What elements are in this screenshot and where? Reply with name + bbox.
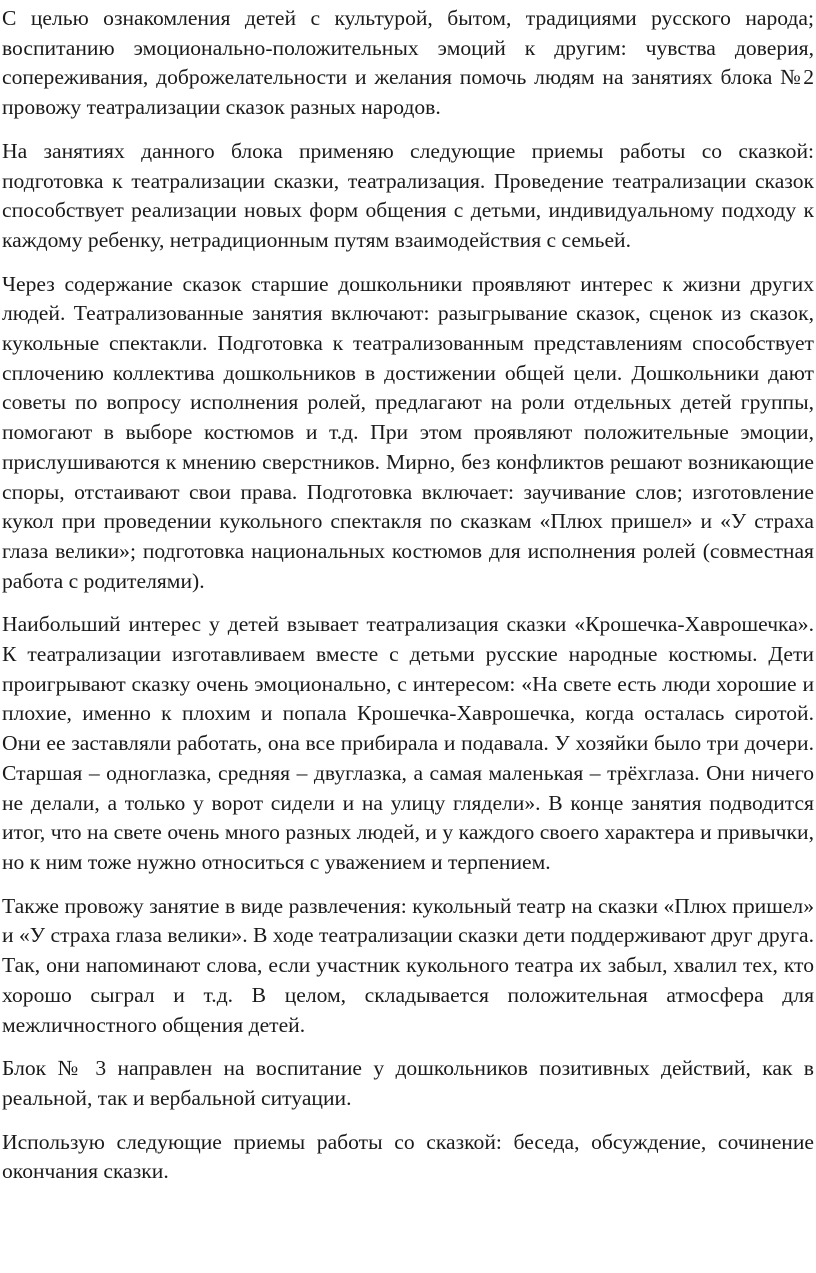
paragraph-4: Наибольший интерес у детей взывает театрализация сказки «Крошечка-Хаврошечка». К театрализации изготавливаем вместе с детьми русские народные костюмы. Дети проигрывают сказку очень эмоционально, с интересом: «На свете есть люди хорошие и плохие, именно к плохим и попала Крошечка-Хаврошечка, когда осталась сиротой. Они ее заставляли работать, она все прибирала и подавала. У хозяйки было три дочери. Старшая – одноглазка, средняя – двуглазка, а самая маленькая – трёхглаза. Они ничего не делали, а только у ворот сидели и на улицу глядели». В конце занятия подводится итог, что на свете очень много разных людей, и у каждого своего характера и привычки, но к ним тоже нужно относиться с уважением и терпением. bbox=[2, 612, 814, 874]
paragraph-5: Также провожу занятие в виде развлечения: кукольный театр на сказки «Плюх пришел» и «У страха глаза велики». В ходе театрализации сказки дети поддерживают друг друга. Так, они напоминают слова, если участник кукольного театра их забыл, хвалил тех, кто хорошо сыграл и т.д. В целом, складывается положительная атмосфера для межличностного общения детей. bbox=[2, 893, 814, 1037]
paragraph-3: Через содержание сказок старшие дошкольники проявляют интерес к жизни других людей. Театрализованные занятия включают: разыгрывание сказок, сценок из сказок, кукольные спектакли. Подготовка к театрализованным представлениям способствует сплочению коллектива дошкольников в достижении общей цели. Дошкольники дают советы по вопросу исполнения ролей, предлагают на роли отдельных детей группы, помогают в выборе костюмов и т.д. При этом проявляют положительные эмоции, прислушиваются к мнению сверстников. Мирно, без конфликтов решают возникающие споры, отстаивают свои права. Подготовка включает: заучивание слов; изготовление кукол при проведении кукольного спектакля по сказкам «Плюх пришел» и «У страха глаза велики»; подготовка национальных костюмов для исполнения ролей (совместная работа с родителями). bbox=[2, 271, 814, 593]
paragraph-1: С целью ознакомления детей с культурой, бытом, традициями русского народа; воспитанию эмоционально-положительных эмоций к другим: чувства доверия, сопереживания, доброжелательности и желания помочь людям на занятиях блока №2 провожу театрализации сказок разных народов. bbox=[2, 6, 814, 120]
paragraph-2: На занятиях данного блока применяю следующие приемы работы со сказкой: подготовка к театрализации сказки, театрализация. Проведение театрализации сказок способствует реализации новых форм общения с детьми, индивидуальному подходу к каждому ребенку, нетрадиционным путям взаимодействия с семьей. bbox=[2, 138, 814, 252]
paragraph-6: Блок № 3 направлен на воспитание у дошкольников позитивных действий, как в реальной, так и вербальной ситуации. bbox=[2, 1056, 814, 1110]
paragraph-7: Использую следующие приемы работы со сказкой: беседа, обсуждение, сочинение окончания сказки. bbox=[2, 1129, 814, 1184]
